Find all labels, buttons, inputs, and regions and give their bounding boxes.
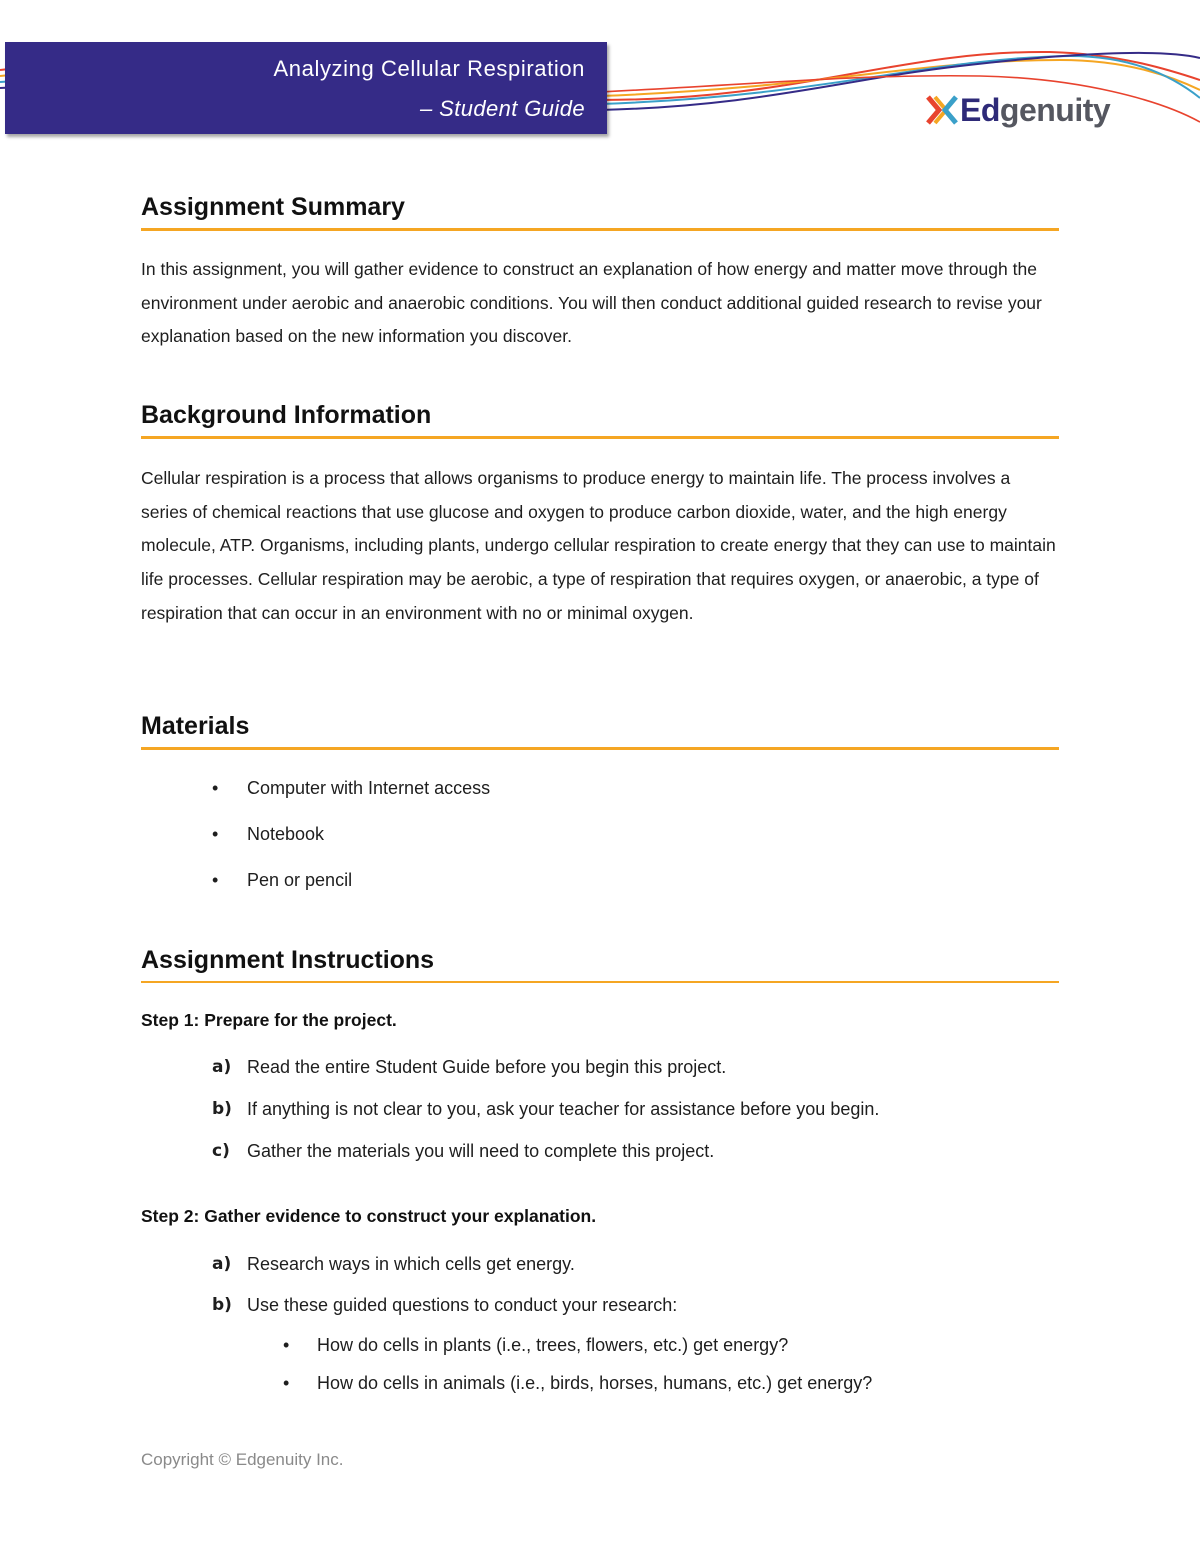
edgenuity-logo [925, 90, 1110, 130]
bullet-icon: • [212, 870, 219, 890]
step-text: If anything is not clear to you, ask your teacher for assistance before you begin. [247, 1099, 880, 1119]
brand-name-first: Ed [960, 91, 1000, 128]
bullet-icon: • [212, 824, 219, 844]
list-item [212, 1099, 879, 1120]
header-banner [5, 42, 607, 134]
step-letter: b) [212, 1099, 232, 1119]
section-heading-background: Background Information [141, 401, 1059, 439]
step-letter: b) [212, 1295, 232, 1315]
section-heading-instructions: Assignment Instructions [141, 946, 1059, 983]
material-label: Computer with Internet access [247, 778, 491, 798]
list-item [212, 778, 490, 799]
material-label: Pen or pencil [247, 870, 353, 890]
document-title: Analyzing Cellular Respiration [273, 56, 585, 81]
edgenuity-x-logo-icon [925, 93, 959, 127]
bullet-icon: • [283, 1373, 290, 1393]
bullet-icon: • [212, 778, 219, 798]
brand-name-rest: genuity [999, 91, 1111, 128]
question-text: How do cells in plants (i.e., trees, flowers, etc.) get energy? [317, 1335, 789, 1355]
bullet-icon: • [283, 1335, 290, 1355]
step-text: Use these guided questions to conduct your research: [247, 1295, 678, 1315]
step-letter: c) [212, 1141, 230, 1161]
step2-title: Step 2: Gather evidence to construct your explanation. [141, 1206, 597, 1226]
copyright-footer: Copyright © Edgenuity Inc. [141, 1450, 344, 1469]
step-text: Research ways in which cells get energy. [247, 1254, 575, 1274]
section-heading-summary: Assignment Summary [141, 193, 1059, 231]
section-heading-materials: Materials [141, 712, 1059, 750]
list-item [212, 1057, 726, 1078]
list-item [283, 1335, 788, 1356]
list-item [283, 1373, 872, 1394]
step-letter: a) [212, 1254, 232, 1274]
list-item [212, 824, 324, 845]
step-text: Read the entire Student Guide before you begin this project. [247, 1057, 727, 1077]
document-subtitle: – Student Guide [419, 96, 585, 121]
step-text: Gather the materials you will need to complete this project. [247, 1141, 715, 1161]
question-text: How do cells in animals (i.e., birds, horses, humans, etc.) get energy? [317, 1373, 873, 1393]
list-item [212, 1141, 714, 1162]
brand-name [960, 92, 1110, 129]
list-item [212, 870, 352, 891]
step1-title: Step 1: Prepare for the project. [141, 1010, 397, 1030]
list-item [212, 1254, 575, 1275]
list-item [212, 1295, 677, 1316]
step-letter: a) [212, 1057, 232, 1077]
material-label: Notebook [247, 824, 325, 844]
background-paragraph: Cellular respiration is a process that allows organisms to produce energy to maintain life. The process involves a series of chemical reactions that use glucose and oxygen to produce carbon dioxide, water, and the high energy molecule, ATP. Organisms, including plants, undergo cellular respiration to create energy that they can use to maintain life processes. Cellular respiration may be aerobic, a type of respiration that requires oxygen, or anaerobic, a type of respiration that can occur in an environment with no or minimal oxygen. [141, 468, 1056, 623]
summary-paragraph: In this assignment, you will gather evidence to construct an explanation of how energy and matter move through the environment under aerobic and anaerobic conditions. You will then conduct additional guided research to revise your explanation based on the new information you discover. [141, 259, 1042, 347]
